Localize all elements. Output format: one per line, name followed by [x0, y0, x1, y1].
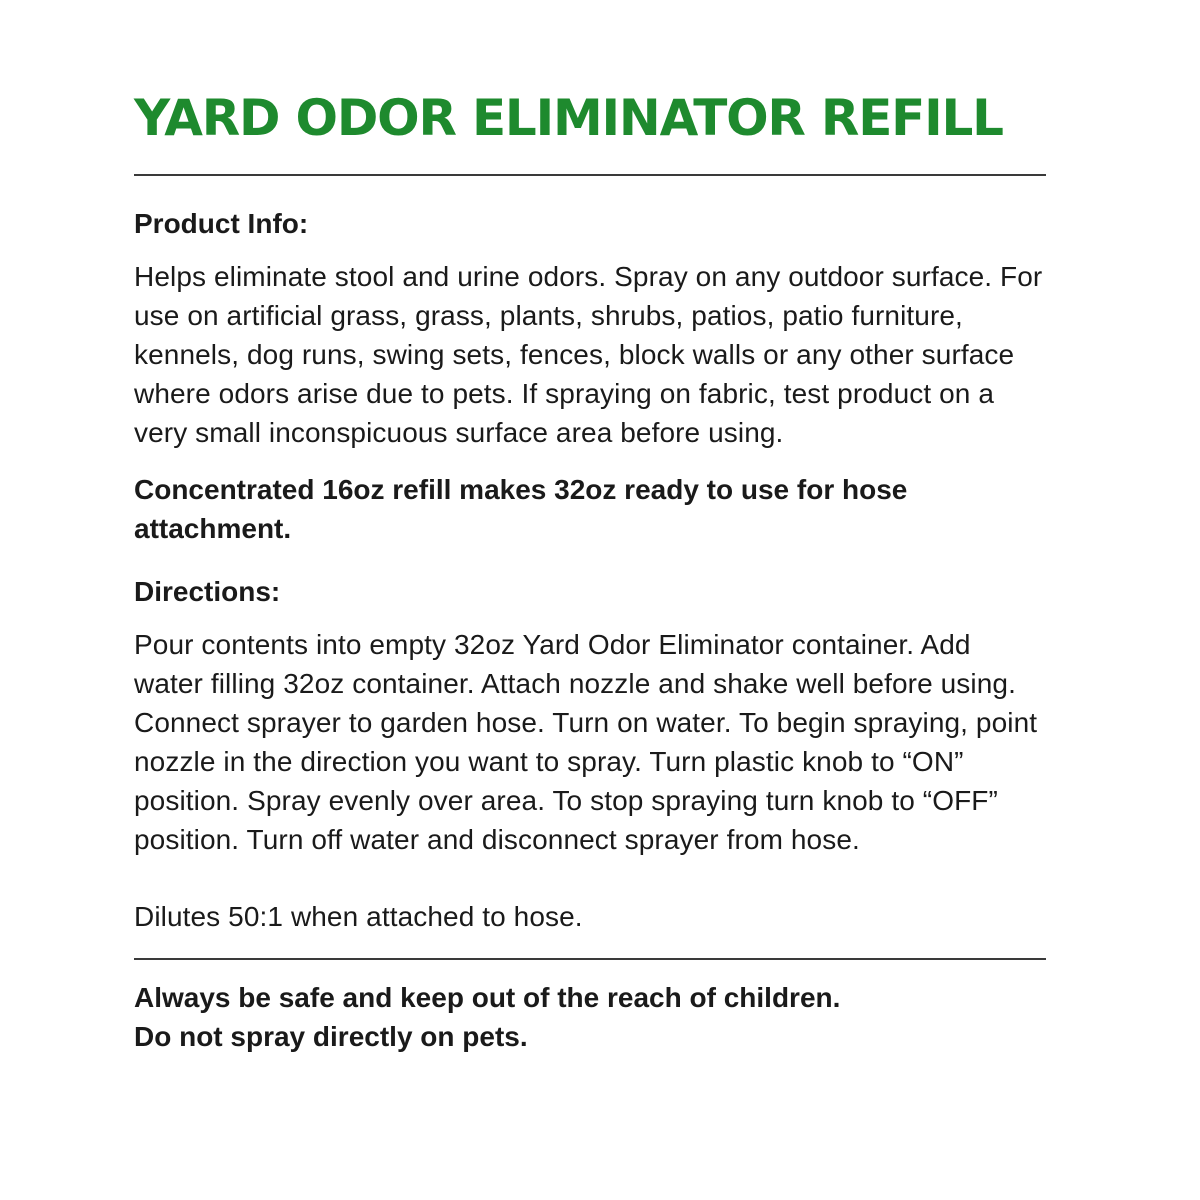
product-info-text: Helps eliminate stool and urine odors. Spray on any outdoor surface. For use on artificial grass, grass, plants, shrubs, patios, patio furniture, kennels, dog runs, swing sets, fences, block walls or any other surface where odors arise due to pets. If spraying on fabric, test product on a very small inconspicuous surface area before using.	[134, 261, 1043, 448]
warning-line-children: Always be safe and keep out of the reach of children.	[134, 982, 841, 1013]
warning-line-pets: Do not spray directly on pets.	[134, 1021, 528, 1052]
dilution-note: Dilutes 50:1 when attached to hose.	[134, 901, 583, 932]
product-label	[134, 80, 1046, 1056]
directions-heading: Directions:	[134, 576, 281, 607]
product-info-section	[134, 204, 1046, 452]
top-divider	[134, 174, 1046, 176]
product-info-heading: Product Info:	[134, 208, 309, 239]
directions-section	[134, 572, 1046, 936]
page-title: YARD ODOR ELIMINATOR REFILL	[134, 89, 1003, 147]
directions-text: Pour contents into empty 32oz Yard Odor Eliminator container. Add water filling 32oz container. Attach nozzle and shake well before using. Connect sprayer to garden hose. Turn on water. To begin spraying, point nozzle in the direction you want to spray. Turn plastic knob to “ON” position. Spray evenly over area. To stop spraying turn knob to “OFF” position. Turn off water and disconnect sprayer from hose.	[134, 629, 1038, 855]
concentrate-note: Concentrated 16oz refill makes 32oz ready to use for hose attachment.	[134, 474, 908, 544]
safety-warning	[134, 978, 1046, 1056]
bottom-divider	[134, 958, 1046, 960]
